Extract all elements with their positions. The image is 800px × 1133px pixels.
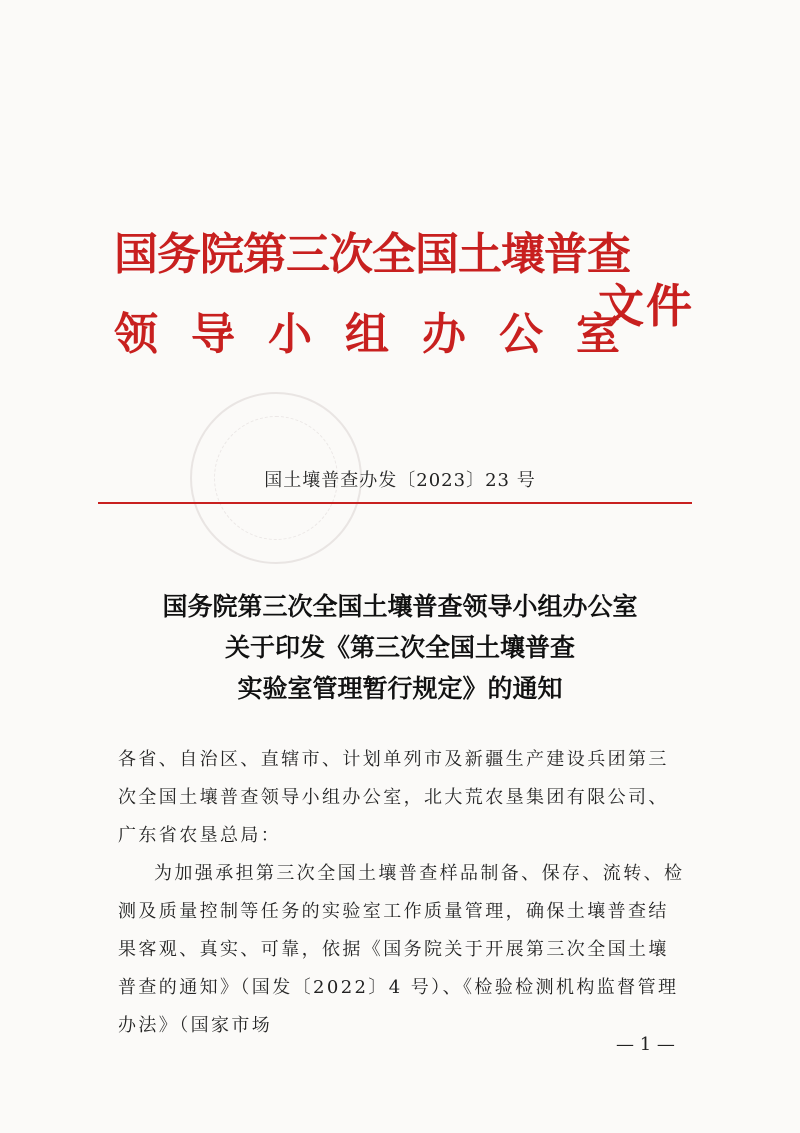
bleed-through-text <box>95 146 705 171</box>
document-body <box>118 741 688 1045</box>
document-number: 国土壤普查办发〔2023〕23 号 <box>264 470 536 491</box>
title-line-3: 实验室管理暂行规定》的通知 <box>237 674 563 703</box>
red-separator-line <box>98 502 692 504</box>
page-number: — 1 — <box>616 1034 675 1055</box>
letterhead-doc-type: 文件 <box>598 279 694 333</box>
body-paragraph: 为加强承担第三次全国土壤普查样品制备、保存、流转、检测及质量控制等任务的实验室工作质量管理，确保土壤普查结果客观、真实、可靠，依据《国务院关于开展第三次全国土壤普查的通知》（国发〔2022〕4 号）、《检验检测机构监督管理办法》（国家市场 <box>118 863 685 1036</box>
title-line-2: 关于印发《第三次全国土壤普查 <box>224 633 575 662</box>
issuer-line-1: 国务院第三次全国土壤普查 <box>114 229 630 280</box>
title-line-1: 国务院第三次全国土壤普查领导小组办公室 <box>162 592 638 621</box>
issuer-line-2: 领导小组办公室 <box>114 309 653 360</box>
letterhead-issuer <box>114 225 653 365</box>
addressee-paragraph: 各省、自治区、直辖市、计划单列市及新疆生产建设兵团第三次全国土壤普查领导小组办公室，北大荒农垦集团有限公司、广东省农垦总局： <box>118 749 669 846</box>
document-title <box>0 586 800 709</box>
bleed-through-text <box>95 196 705 221</box>
